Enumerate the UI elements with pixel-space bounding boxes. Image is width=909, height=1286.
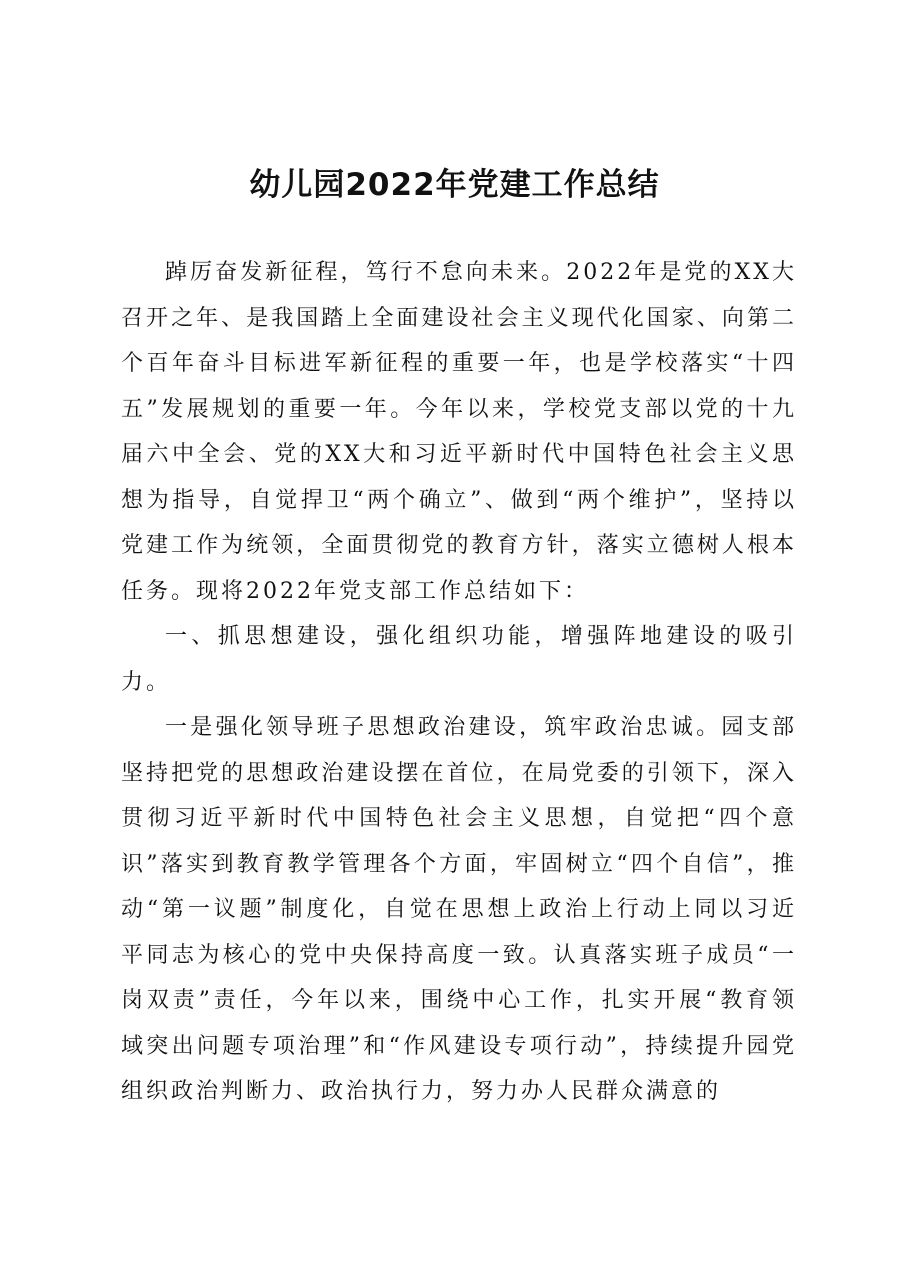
paragraph-section-heading: 一、抓思想建设，强化组织功能，增强阵地建设的吸引力。 (121, 624, 797, 695)
paragraph-point-one: 一是强化领导班子思想政治建设，筑牢政治忠诚。园支部坚持把党的思想政治建设摆在首位，在局党委的引领下，深入贯彻习近平新时代中国特色社会主义思想，自觉把“四个意识”落实到教育教学管理各个方面，牢固树立“四个自信”，推动“第一议题”制度化，自觉在思想上政治上行动上同以习近平同志为核心的党中央保持高度一致。认真落实班子成员“一岗双责”责任，今年以来，围绕中心工作，扎实开展“教育领域突出问题专项治理”和“作风建设专项行动”，持续提升园党组织政治判断力、政治执行力，努力办人民群众满意的 (121, 715, 797, 1104)
document-body (121, 250, 797, 1115)
document-title: 幼儿园2022年党建工作总结 (249, 167, 660, 203)
paragraph-intro: 踔厉奋发新征程，笃行不怠向未来。2022年是党的XX大召开之年、是我国踏上全面建设社会主义现代化国家、向第二个百年奋斗目标进军新征程的重要一年，也是学校落实“十四五”发展规划的重要一年。今年以来，学校党支部以党的十九届六中全会、党的XX大和习近平新时代中国特色社会主义思想为指导，自觉捍卫“两个确立”、做到“两个维护”，坚持以党建工作为统领，全面贯彻党的教育方针，落实立德树人根本任务。现将2022年党支部工作总结如下： (121, 260, 797, 604)
